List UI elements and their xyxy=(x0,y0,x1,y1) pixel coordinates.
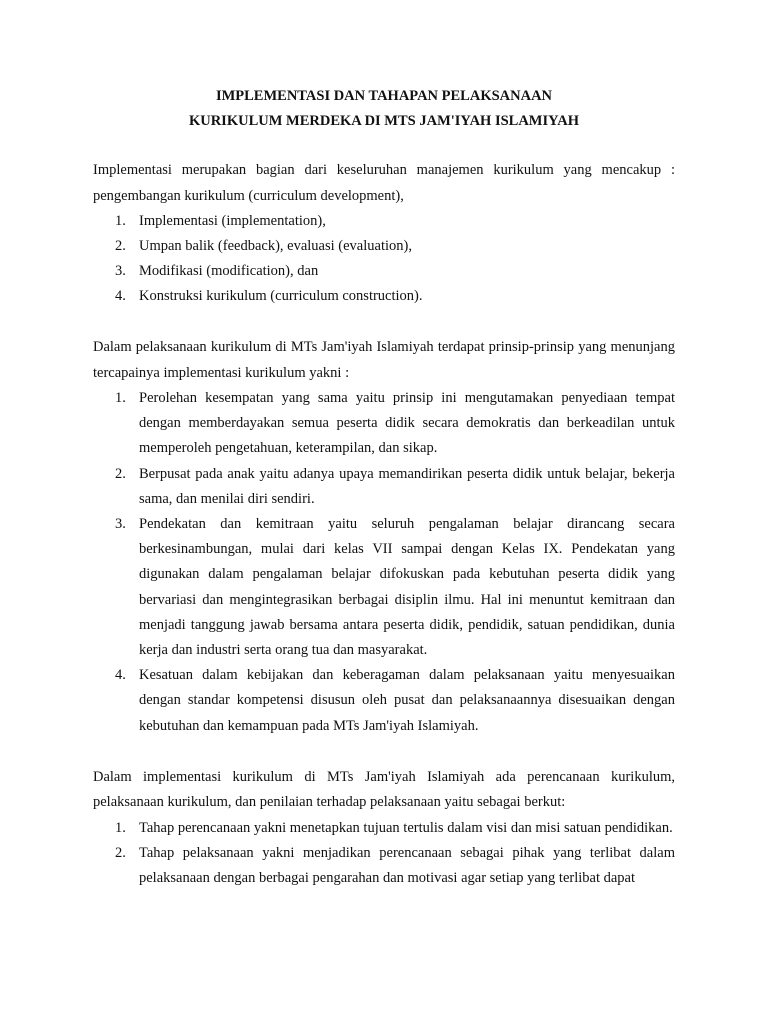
list-text: Konstruksi kurikulum (curriculum construction). xyxy=(139,288,423,304)
list-number: 4. xyxy=(115,667,126,684)
document-page xyxy=(93,84,675,891)
section2-list xyxy=(93,386,675,739)
list-number: 2. xyxy=(115,845,126,862)
list-number: 2. xyxy=(115,465,126,482)
list-item xyxy=(93,284,675,309)
list-item xyxy=(93,663,675,739)
section-tahapan xyxy=(93,765,675,892)
list-number: 1. xyxy=(115,213,126,229)
section2-intro: Dalam pelaksanaan kurikulum di MTs Jam'iyah Islamiyah terdapat prinsip-prinsip yang menunjang tercapainya implementasi kurikulum yakni : xyxy=(93,339,675,381)
list-number: 3. xyxy=(115,516,126,533)
list-number: 3. xyxy=(115,263,126,279)
list-text: Perolehan kesempatan yang sama yaitu prinsip ini mengutamakan penyediaan tempat dengan memberdayakan semua peserta didik secara demokratis dan berkeadilan untuk memperoleh pengetahuan, keterampilan, dan sikap. xyxy=(139,390,675,457)
list-item xyxy=(93,209,675,234)
document-title-line-1: IMPLEMENTASI DAN TAHAPAN PELAKSANAAN xyxy=(215,88,553,104)
list-text: Modifikasi (modification), dan xyxy=(139,263,319,279)
list-text: Umpan balik (feedback), evaluasi (evaluation), xyxy=(139,238,412,254)
list-number: 2. xyxy=(115,238,126,254)
list-item xyxy=(93,841,675,891)
section3-list xyxy=(93,816,675,892)
section1-intro: Implementasi merupakan bagian dari keseluruhan manajemen kurikulum yang mencakup : pengembangan kurikulum (curriculum development), xyxy=(93,162,675,204)
list-text: Tahap pelaksanaan yakni menjadikan perencanaan sebagai pihak yang terlibat dalam pelaksanaan dengan berbagai pengarahan dan motivasi agar setiap yang terlibat dapat xyxy=(139,845,675,887)
title-block xyxy=(93,84,675,134)
list-number: 4. xyxy=(115,288,126,304)
list-text: Tahap perencanaan yakni menetapkan tujuan tertulis dalam visi dan misi satuan pendidikan. xyxy=(139,819,673,836)
list-item xyxy=(93,512,675,663)
list-item xyxy=(93,462,675,512)
list-item xyxy=(93,816,675,841)
list-item xyxy=(93,234,675,259)
list-item xyxy=(93,386,675,462)
section3-intro: Dalam implementasi kurikulum di MTs Jam'iyah Islamiyah ada perencanaan kurikulum, pelaksanaan kurikulum, dan penilaian terhadap pelaksanaan yaitu sebagai berkut: xyxy=(93,768,675,811)
section-prinsip xyxy=(93,335,675,739)
list-text: Berpusat pada anak yaitu adanya upaya memandirikan peserta didik untuk belajar, bekerja sama, dan menilai diri sendiri. xyxy=(139,465,675,507)
list-item xyxy=(93,259,675,284)
document-title-line-2: KURIKULUM MERDEKA DI MTS JAM'IYAH ISLAMIYAH xyxy=(188,113,580,129)
list-number: 1. xyxy=(115,819,126,836)
list-text: Implementasi (implementation), xyxy=(139,213,326,229)
list-text: Pendekatan dan kemitraan yaitu seluruh pengalaman belajar dirancang secara berkesinambungan, mulai dari kelas VII sampai dengan Kelas IX. Pendekatan yang digunakan dalam pengalaman belajar difokuskan pada kebutuhan peserta didik yang bervariasi dan mengintegrasikan berbagai disiplin ilmu. Hal ini menuntut kemitraan dan menjadi tanggung jawab bersama antara peserta didik, pendidik, satuan pendidikan, dunia kerja dan industri serta orang tua dan masyarakat. xyxy=(139,516,675,659)
list-number: 1. xyxy=(115,390,126,406)
section1-list xyxy=(93,209,675,309)
section-implementasi xyxy=(93,158,675,309)
list-text: Kesatuan dalam kebijakan dan keberagaman dalam pelaksanaan yaitu menyesuaikan dengan standar kompetensi disusun oleh pusat dan pelaksanaannya disesuaikan dengan kebutuhan dan kemampuan pada MTs Jam'iyah Islamiyah. xyxy=(139,667,675,734)
